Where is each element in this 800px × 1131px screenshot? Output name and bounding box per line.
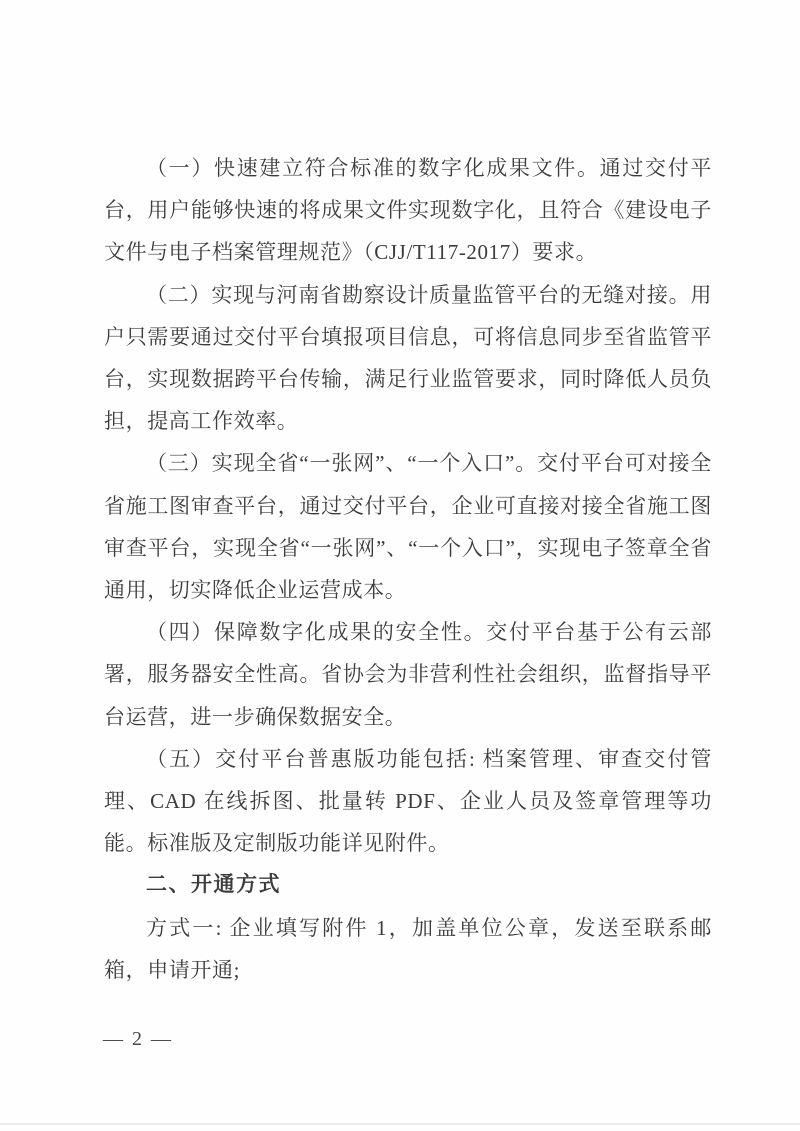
body-paragraph-2: （二）实现与河南省勘察设计质量监管平台的无缝对接。用户只需要通过交付平台填报项目信息，可将信息同步至省监管平台，实现数据跨平台传输，满足行业监管要求，同时降低人员负担，提高工作效率。 (104, 282, 712, 434)
body-paragraph-4: （四）保障数字化成果的安全性。交付平台基于公有云部署，服务器安全性高。省协会为非营利性社会组织，监督指导平台运营，进一步确保数据安全。 (104, 620, 712, 729)
page-number: — 2 — (103, 1028, 173, 1050)
body-paragraph-5: （五）交付平台普惠版功能包括: 档案管理、审查交付管理、CAD 在线拆图、批量转 PDF、企业人员及签章管理等功能。标准版及定制版功能详见附件。 (104, 746, 712, 856)
body-paragraph-1: （一）快速建立符合标准的数字化成果文件。通过交付平台，用户能够快速的将成果文件实现数字化，且符合《建设电子文件与电子档案管理规范》（CJJ/T117-2017）要求。 (104, 156, 712, 265)
scan-edge-line (0, 1123, 800, 1125)
body-paragraph-3: （三）实现全省“一张网”、“一个入口”。交付平台可对接全省施工图审查平台，通过交付平台，企业可直接对接全省施工图审查平台，实现全省“一张网”、“一个入口”，实现电子签章全省通用，切实降低企业运营成本。 (104, 451, 712, 603)
section-heading-open-method: 二、开通方式 (146, 873, 281, 897)
body-paragraph-6: 方式一: 企业填写附件 1，加盖单位公章，发送至联系邮箱，申请开通; (104, 915, 712, 982)
document-body (104, 147, 712, 991)
